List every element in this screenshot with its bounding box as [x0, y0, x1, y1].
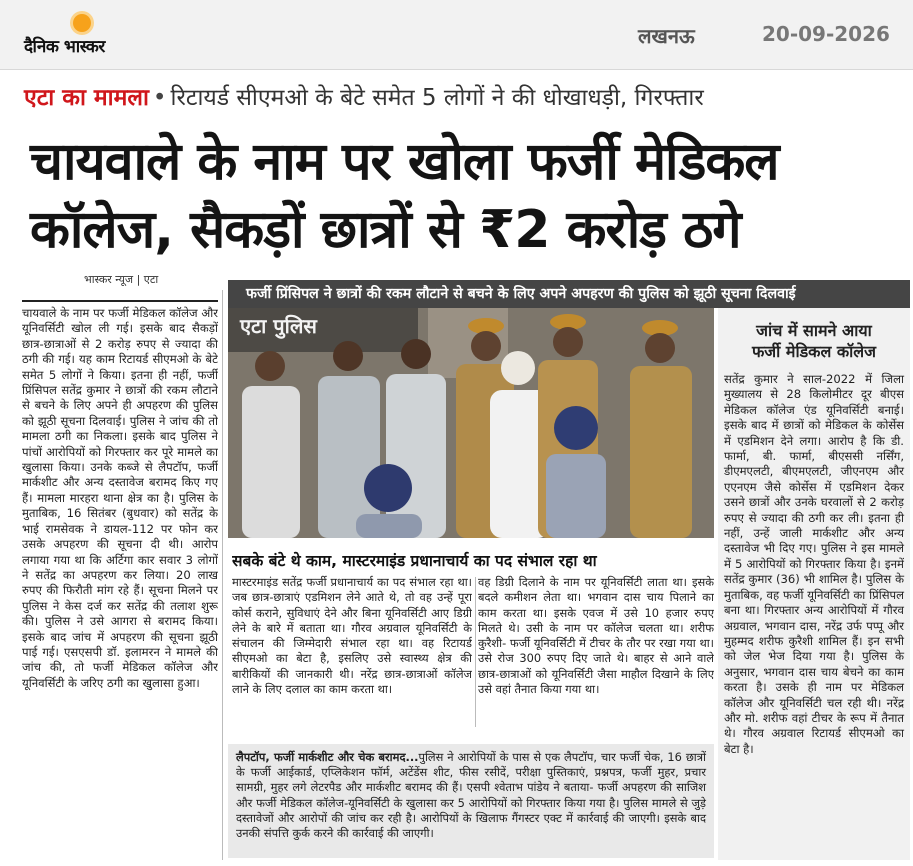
- recovery-box: [228, 744, 714, 858]
- left-column: [22, 300, 218, 860]
- edition-city: लखनऊ: [638, 24, 695, 48]
- column-rule: [22, 300, 218, 302]
- kicker-text: रिटायर्ड सीएमओ के बेटे समेत 5 लोगों ने की धोखाधड़ी, गिरफ्तार: [170, 85, 704, 111]
- sun-icon: [73, 14, 91, 32]
- edition-date: 20-09-2026: [762, 22, 890, 46]
- sub-story-column-2: वह डिग्री दिलाने के नाम पर यूनिवर्सिटी लाता था। इसके बदले कमीशन लेता था। भगवान दास चाय पिलाने का काम करता था। इसके एवज में उसे 10 हजार रुपए मिलते थे। उसी के नाम पर कॉलेज चलता था। शरीफ कुरैशी- फर्जी यूनिवर्सिटी में टीचर के तौर पर रखा गया था। उसे रोज 300 रुपए दिए जाते थे। बाहर से आने वाले छात्र-छात्राओं को यूनिवर्सिटी जैसा माहौल दिखाने के लिए उसे वहां तैनात किया गया था।: [478, 575, 714, 697]
- column-divider: [222, 290, 223, 860]
- masthead: [0, 0, 913, 70]
- right-column-heading-line-1: जांच में सामने आया: [756, 321, 872, 340]
- photo-illustration: [228, 308, 714, 538]
- headline-line-2: कॉलेज, सैकड़ों छात्रों से ₹2 करोड़ ठगे: [30, 200, 741, 260]
- photo-banner: फर्जी प्रिंसिपल ने छात्रों की रकम लौटाने से बचने के लिए अपने अपहरण की पुलिस को झूठी सूचना दिलवाई: [228, 280, 910, 308]
- recovery-box-body: पुलिस ने आरोपियों के पास से एक लैपटॉप, चार फर्जी चेक, 16 छात्रों के फर्जी आईकार्ड, एप्लिकेशन फॉर्म, अटेंडेंस शीट, फीस रसीदें, परीक्षा पुस्तिकाएं, प्रश्नपत्र, फर्जी मुहर, प्रचार सामग्री, मुहर लगे लेटरपैड और मार्कशीट बरामद की हैं। एसपी श्वेताभ पांडेय ने बताया- फर्जी अपहरण की साजिश और फर्जी मेडिकल कॉलेज-यूनिवर्सिटी के खुलासा कर 5 आरोपियों को गिरफ्तार किया गया है। पुलिस मामले से जुड़े दस्तावेजों और आरोपों की जांच कर रही है। आरोपियों के खिलाफ गैंगस्टर एक्ट में कार्रवाई की जाएगी। इसके बाद उनकी संपत्ति कुर्क करने की कार्रवाई की जाएगी।: [236, 750, 706, 841]
- right-column-body: सतेंद्र कुमार ने साल-2022 में जिला मुख्यालय से 28 किलोमीटर दूर बीएस मेडिकल कॉलेज एंड यूनिवर्सिटी बनाई। इसके बाद में छात्रों को मेडिकल के कोर्सेस में एडमिशन देने लगा। आरोप है कि डी. फार्मा, बी. फार्मा, बीएससी नर्सिंग, डीएमएलटी, बीएमएलटी, जीएनएम और एएनएम जैसे कोर्सेस में एडमिशन देकर उसने छात्रों और उनके घरवालों से 2 करोड़ रुपए से ज्यादा की ठगी कर ली। इतना ही नहीं, उन्हें जाली मार्कशीट और अन्य दस्तावेज भी दिए गए। पुलिस ने इस मामले में 5 आरोपियों को गिरफ्तार किया है। इनमें सतेंद्र कुमार (36) भी शामिल है। पुलिस के मुताबिक, वह फर्जी यूनिवर्सिटी का प्रिंसिपल बना था। गिरफ्तार अन्य आरोपियों में गौरव अग्रवाल, भगवान दास, नरेंद्र उर्फ पप्पू और मुहम्मद शरीफ कुरैशी शामिल हैं। इन सभी को जेल भेज दिया गया है। पुलिस के अनुसार, भगवान दास चाय बेचने का काम करता है। उसके ही नाम पर मेडिकल कॉलेज और यूनिवर्सिटी चल रही थी। नरेंद्र और मो. शरीफ वहां टीचर के रूप में तैनात थे। गौरव अग्रवाल रिटायर्ड सीएमओ का बेटा है।: [724, 372, 904, 756]
- sub-story-column-1: मास्टरमाइंड सतेंद्र फर्जी प्रधानाचार्य का पद संभाल रहा था। जब छात्र-छात्राएं एडमिशन लेने आते थे, तो वह उन्हें पूरा कोर्स कराने, सुविधाएं देने और बिना यूनिवर्सिटी आए डिग्री लेने के बारे में बताता था। गौरव अग्रवाल यूनिवर्सिटी के संचालन की जिम्मेदारी संभाल रहा था। वह रिटायर्ड सीएमओ का बेटा है, इसलिए उसे स्वास्थ्य क्षेत्र की बारीकियों की जानकारी थी। नरेंद्र छात्र-छात्राओं कॉलेज लाने के लिए दलाल का काम करता था।: [232, 575, 472, 697]
- kicker-line: [24, 80, 904, 114]
- news-photo[interactable]: [228, 308, 714, 538]
- left-column-body: चायवाले के नाम पर फर्जी मेडिकल कॉलेज और यूनिवर्सिटी खोल ली गई। इसके बाद सैकड़ों छात्र-छात्राओं से 2 करोड़ रुपए से ज्यादा की ठगी की गई। यह काम रिटायर्ड सीएमओ के बेटे समेत 5 लोगों ने किया। इतना ही नहीं, फर्जी प्रिंसिपल सतेंद्र कुमार ने छात्रों की रकम लौटाने से बचने के लिए अपने ही अपहरण की पुलिस को झूठी सूचना दिलवाई। पुलिस ने जांच की तो मामला ठगी का निकला। इसके बाद पुलिस ने पांचों आरोपियों को गिरफ्तार कर पूरे मामले का खुलासा किया। उनके कब्जे से लैपटॉप, फर्जी मार्कशीट और अन्य दस्तावेज बरामद किए गए हैं। मामला मारहरा थाना क्षेत्र का है। पुलिस के मुताबिक, 16 सितंबर (बुधवार) को सतेंद्र के भाई रामसेवक ने डायल-112 पर फोन कर उसके अपहरण की सूचना दी थी। आरोप लगाया गया था कि अर्टिगा कार सवार 3 लोगों ने सतेंद्र का अपहरण कर लिया। 20 लाख रुपए की फिरौती मांग रहे हैं। सूचना मिलने पर पुलिस ने केस दर्ज कर सतेंद्र की तलाश शुरू की। पुलिस ने उसे आगरा से बरामद किया। इसके बाद जांच में अपहरण की सूचना झूठी पाई गई। एसएसपी डॉ. इलामरन ने मामले की जांच की, तो फर्जी मेडिकल कॉलेज और यूनिवर्सिटी के जरिए ठगी का खुलासा हुआ।: [22, 306, 218, 690]
- brand-name: दैनिक भास्कर: [24, 37, 105, 57]
- byline: भास्कर न्यूज | एटा: [84, 273, 159, 286]
- right-column-heading-line-2: फर्जी मेडिकल कॉलेज: [751, 342, 877, 361]
- recovery-box-lead: लैपटॉप, फर्जी मार्कशीट और चेक बरामद...: [236, 750, 419, 764]
- right-column-heading: [718, 308, 910, 368]
- sub-story-divider: [475, 577, 476, 727]
- kicker-separator: •: [152, 85, 167, 111]
- headline-line-1: चायवाले के नाम पर खोला फर्जी मेडिकल: [30, 132, 779, 192]
- right-column: [718, 308, 910, 860]
- brand-logo[interactable]: [24, 14, 174, 60]
- person-4: [546, 406, 606, 538]
- sub-story-heading: सबके बंटे थे काम, मास्टरमाइंड प्रधानाचार्य का पद संभाल रहा था: [232, 552, 597, 570]
- kicker-tag: एटा का मामला: [24, 85, 149, 111]
- photo-sign-text: एटा पुलिस: [240, 314, 317, 338]
